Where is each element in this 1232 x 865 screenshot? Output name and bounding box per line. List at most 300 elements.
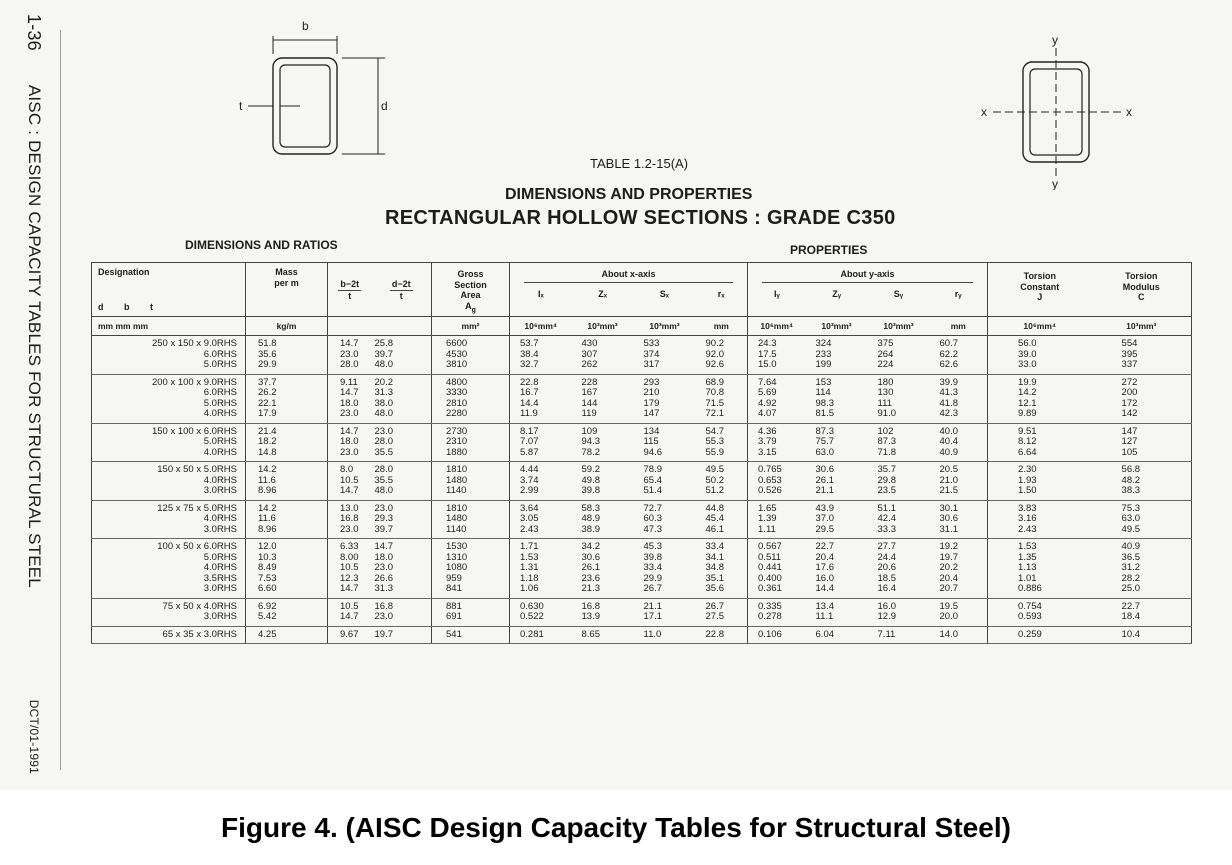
cell-sy: 16.0 xyxy=(877,600,897,612)
cell-j: 3.83 xyxy=(1018,502,1037,514)
cell-ratio-b: 9.11 xyxy=(340,376,358,388)
cell-zx: 30.6 xyxy=(581,551,600,563)
cell-ratio-b: 16.8 xyxy=(340,513,359,525)
cell-zx: 228 xyxy=(581,376,598,388)
cell-area: 691 xyxy=(446,611,462,623)
cell-rx: 45.4 xyxy=(705,513,724,525)
cell-mass: 11.6 xyxy=(258,474,276,486)
cell-ry: 19.7 xyxy=(939,551,959,563)
cell-zx: 49.8 xyxy=(581,474,600,486)
cell-rx: 35.6 xyxy=(705,583,724,595)
cell-sx: 47.3 xyxy=(643,523,662,535)
cell-ratio-b: 23.0 xyxy=(340,408,359,420)
cell-area: 4530 xyxy=(446,348,468,360)
cell-ratio-d: 35.5 xyxy=(374,446,393,458)
cell-ry: 30.6 xyxy=(939,513,959,525)
zy-header: Zᵧ xyxy=(832,288,842,299)
cell-mass: 4.25 xyxy=(258,628,277,640)
cell-c: 49.5 xyxy=(1121,523,1141,535)
cell-zy: 233 xyxy=(815,348,832,360)
cell-ratio-d: 23.0 xyxy=(374,502,393,514)
label-x-right: x xyxy=(1126,105,1132,119)
unit-rx: mm xyxy=(696,316,748,336)
cell-sx: 134 xyxy=(643,425,660,437)
cell-c: 38.3 xyxy=(1121,485,1141,497)
cell-zy: 43.9 xyxy=(815,502,835,514)
cell-mass: 26.2 xyxy=(258,387,277,399)
cell-iy: 3.79 xyxy=(758,436,777,448)
cell-sy: 33.3 xyxy=(877,523,897,535)
cell-c: 36.5 xyxy=(1121,551,1141,563)
torsion-constant-header-3: J xyxy=(1037,292,1043,302)
cell-rx: 55.3 xyxy=(705,436,724,448)
cell-area: 2280 xyxy=(446,408,468,420)
cell-ratio-d: 16.8 xyxy=(374,600,393,612)
cell-mass: 6.60 xyxy=(258,583,277,595)
cell-sy: 24.4 xyxy=(877,551,897,563)
unit-area: mm² xyxy=(432,316,510,336)
cell-zx: 8.65 xyxy=(581,628,600,640)
cell-ix: 5.87 xyxy=(520,446,539,458)
cell-designation: 6.0RHS xyxy=(203,348,237,360)
cell-ratio-d: 19.7 xyxy=(374,628,393,640)
cell-rx: 50.2 xyxy=(705,474,724,486)
cell-area: 959 xyxy=(446,572,462,584)
cell-ry: 40.0 xyxy=(939,425,959,437)
cell-zy: 37.0 xyxy=(815,513,835,525)
cell-sx: 94.6 xyxy=(643,446,662,458)
cell-ratio-b: 23.0 xyxy=(340,523,359,535)
cell-mass: 11.6 xyxy=(258,513,276,525)
section-axes-diagram xyxy=(975,30,1145,190)
cell-sx: 29.9 xyxy=(643,572,662,584)
cell-mass: 18.2 xyxy=(258,436,277,448)
cell-zy: 29.5 xyxy=(815,523,835,535)
cell-rx: 92.0 xyxy=(705,348,724,360)
cell-ratio-d: 35.5 xyxy=(374,474,393,486)
cell-zy: 26.1 xyxy=(815,474,835,486)
cell-zy: 324 xyxy=(815,338,832,350)
cell-ratio-d: 20.2 xyxy=(374,376,393,388)
cell-ratio-b: 13.0 xyxy=(340,502,359,514)
table-row-group xyxy=(92,423,1192,462)
cell-ry: 40.9 xyxy=(939,446,959,458)
cell-designation: 3.0RHS xyxy=(203,583,237,595)
cell-c: 147 xyxy=(1121,425,1138,437)
cell-j: 2.30 xyxy=(1018,464,1037,476)
cell-sy: 91.0 xyxy=(877,408,897,420)
cell-sx: 179 xyxy=(643,397,660,409)
torsion-modulus-header-3: C xyxy=(1138,292,1145,302)
table-row-group xyxy=(92,374,1192,423)
cell-designation: 3.0RHS xyxy=(203,485,237,497)
cell-ix: 38.4 xyxy=(520,348,539,360)
cell-zx: 16.8 xyxy=(581,600,600,612)
cell-mass: 8.96 xyxy=(258,485,277,497)
cell-c: 272 xyxy=(1121,376,1138,388)
cell-j: 1.35 xyxy=(1018,551,1037,563)
cell-sx: 21.1 xyxy=(643,600,662,612)
cell-ratio-d: 29.3 xyxy=(374,513,393,525)
cell-designation: 5.0RHS xyxy=(203,397,237,409)
units-row xyxy=(92,316,1192,336)
designation-header: Designation xyxy=(98,267,150,277)
cell-iy: 0.765 xyxy=(758,464,782,476)
cell-ratio-d: 48.0 xyxy=(374,408,393,420)
cell-area: 1140 xyxy=(446,485,467,497)
cell-ix: 32.7 xyxy=(520,359,539,371)
page-sidebar xyxy=(14,14,54,774)
cell-ry: 62.2 xyxy=(939,348,959,360)
cell-zy: 11.1 xyxy=(815,611,834,623)
cell-ix: 22.8 xyxy=(520,376,539,388)
cell-mass: 21.4 xyxy=(258,425,277,437)
cell-area: 841 xyxy=(446,583,462,595)
cell-sy: 27.7 xyxy=(877,541,897,553)
unit-c: 10³mm³ xyxy=(1092,316,1192,336)
cell-ratio-d: 25.8 xyxy=(374,338,393,350)
table-row-group xyxy=(92,626,1192,644)
cell-designation: 6.0RHS xyxy=(203,387,237,399)
ratio1-header-top: b−2t xyxy=(340,279,360,289)
cell-mass: 29.9 xyxy=(258,359,277,371)
cell-sy: 16.4 xyxy=(877,583,897,595)
cell-ratio-b: 18.0 xyxy=(340,397,359,409)
cell-j: 1.01 xyxy=(1018,572,1037,584)
cell-sx: 17.1 xyxy=(643,611,662,623)
mass-header-2: per m xyxy=(274,277,299,288)
unit-ix: 10⁶mm⁴ xyxy=(510,316,572,336)
cell-j: 9.51 xyxy=(1018,425,1037,437)
cell-ratio-d: 48.0 xyxy=(374,359,393,371)
area-header-1: Gross xyxy=(457,269,484,279)
cell-area: 1310 xyxy=(446,551,468,563)
cell-ix: 2.99 xyxy=(520,485,539,497)
cell-rx: 92.6 xyxy=(705,359,724,371)
cell-zx: 48.9 xyxy=(581,513,600,525)
mass-header-1: Mass xyxy=(275,267,298,277)
table-number: TABLE 1.2-15(A) xyxy=(590,156,689,171)
unit-zy: 10³mm³ xyxy=(806,316,868,336)
cell-iy: 0.361 xyxy=(758,583,782,595)
cell-rx: 22.8 xyxy=(705,628,724,640)
cell-zx: 78.2 xyxy=(581,446,600,458)
cell-c: 337 xyxy=(1121,359,1138,371)
label-t: t xyxy=(239,99,243,113)
cell-area: 881 xyxy=(446,600,462,612)
cell-designation: 65 x 35 x 3.0RHS xyxy=(162,628,237,640)
cell-ry: 19.2 xyxy=(939,541,959,553)
cell-sy: 7.11 xyxy=(877,628,896,640)
cell-sy: 35.7 xyxy=(877,464,897,476)
cell-iy: 4.07 xyxy=(758,408,777,420)
cell-mass: 10.3 xyxy=(258,551,277,563)
cell-sx: 115 xyxy=(643,436,659,448)
cell-zx: 94.3 xyxy=(581,436,600,448)
cell-j: 19.9 xyxy=(1018,376,1037,388)
dimensions-subheading: DIMENSIONS AND RATIOS xyxy=(185,238,338,252)
cell-ratio-b: 14.7 xyxy=(340,338,359,350)
document-code: DCT/01-1991 xyxy=(27,699,41,774)
book-title: AISC : DESIGN CAPACITY TABLES FOR STRUCTURAL STEEL xyxy=(25,84,44,588)
cell-rx: 72.1 xyxy=(705,408,724,420)
cell-sx: 78.9 xyxy=(643,464,662,476)
table-row-group xyxy=(92,462,1192,501)
sidebar-divider xyxy=(60,30,61,770)
cell-sx: 33.4 xyxy=(643,562,662,574)
unit-mass: kg/m xyxy=(246,316,328,336)
cell-zy: 199 xyxy=(815,359,832,371)
cell-mass: 14.2 xyxy=(258,502,277,514)
area-header-2: Section xyxy=(454,279,487,290)
torsion-modulus-header-1: Torsion xyxy=(1125,271,1158,281)
cell-rx: 34.8 xyxy=(705,562,724,574)
torsion-constant-header-2: Constant xyxy=(1020,281,1060,292)
cell-ix: 1.53 xyxy=(520,551,539,563)
cell-rx: 44.8 xyxy=(705,502,724,514)
cell-sx: 317 xyxy=(643,359,660,371)
cell-area: 1480 xyxy=(446,513,468,525)
cell-ix: 1.71 xyxy=(520,541,539,553)
cell-c: 31.2 xyxy=(1121,562,1141,574)
cell-ratio-b: 18.0 xyxy=(340,436,359,448)
cell-ratio-b: 14.7 xyxy=(340,485,359,497)
cell-designation: 125 x 75 x 5.0RHS xyxy=(157,502,237,514)
cell-ry: 62.6 xyxy=(939,359,959,371)
about-y-header: About y-axis xyxy=(762,269,973,283)
cell-ix: 3.64 xyxy=(520,502,539,514)
properties-table xyxy=(91,262,1192,644)
cell-iy: 0.526 xyxy=(758,485,782,497)
cell-sx: 293 xyxy=(643,376,660,388)
cell-zx: 262 xyxy=(581,359,598,371)
cell-sx: 374 xyxy=(643,348,660,360)
torsion-modulus-header-2: Modulus xyxy=(1122,281,1160,292)
cell-ratio-b: 14.7 xyxy=(340,583,359,595)
cell-zx: 38.9 xyxy=(581,523,600,535)
zx-header: Zₓ xyxy=(598,288,608,299)
cell-area: 1080 xyxy=(446,562,468,574)
cell-zy: 20.4 xyxy=(815,551,835,563)
cell-mass: 14.8 xyxy=(258,446,277,458)
cell-sx: 210 xyxy=(643,387,660,399)
cell-area: 1140 xyxy=(446,523,467,535)
cell-j: 56.0 xyxy=(1018,338,1037,350)
unit-designation: mm mm mm xyxy=(92,316,246,336)
cell-ix: 0.281 xyxy=(520,628,544,640)
cell-ry: 20.0 xyxy=(939,611,959,623)
cell-ratio-b: 12.3 xyxy=(340,572,359,584)
cell-c: 75.3 xyxy=(1121,502,1141,514)
cell-mass: 8.49 xyxy=(258,562,277,574)
cell-sy: 42.4 xyxy=(877,513,897,525)
label-y-bottom: y xyxy=(1052,177,1058,190)
cell-zx: 23.6 xyxy=(581,572,600,584)
ratio2-header-bottom: t xyxy=(399,290,403,301)
cell-area: 2730 xyxy=(446,425,468,437)
cell-designation: 75 x 50 x 4.0RHS xyxy=(162,600,237,612)
cell-iy: 7.64 xyxy=(758,376,777,388)
cell-area: 1530 xyxy=(446,541,468,553)
cell-ratio-b: 10.5 xyxy=(340,562,359,574)
label-x-left: x xyxy=(981,105,987,119)
cell-area: 1880 xyxy=(446,446,468,458)
cell-designation: 150 x 100 x 6.0RHS xyxy=(151,425,237,437)
cell-iy: 4.36 xyxy=(758,425,777,437)
page-number: 1-36 xyxy=(24,14,45,51)
area-header-4: A xyxy=(465,300,472,311)
unit-sy: 10³mm³ xyxy=(868,316,930,336)
cell-ry: 31.1 xyxy=(939,523,959,535)
cell-area: 1810 xyxy=(446,464,468,476)
cell-iy: 17.5 xyxy=(758,348,777,360)
rx-header: rₓ xyxy=(717,288,725,299)
table-title: RECTANGULAR HOLLOW SECTIONS : GRADE C350 xyxy=(385,207,896,229)
cell-c: 105 xyxy=(1121,446,1138,458)
cell-ratio-d: 14.7 xyxy=(374,541,393,553)
cell-zx: 34.2 xyxy=(581,541,600,553)
cell-ix: 1.18 xyxy=(520,572,539,584)
sy-header: Sᵧ xyxy=(893,288,904,299)
cell-j: 0.259 xyxy=(1018,628,1042,640)
cell-sy: 23.5 xyxy=(877,485,897,497)
cell-designation: 150 x 50 x 5.0RHS xyxy=(157,464,237,476)
ratio1-header-bottom: t xyxy=(348,290,352,301)
cell-designation: 200 x 100 x 9.0RHS xyxy=(151,376,237,388)
cell-ratio-b: 28.0 xyxy=(340,359,359,371)
cell-c: 28.2 xyxy=(1121,572,1141,584)
cell-ix: 1.06 xyxy=(520,583,539,595)
cell-sx: 60.3 xyxy=(643,513,662,525)
cell-j: 2.43 xyxy=(1018,523,1037,535)
cell-ratio-d: 23.0 xyxy=(374,611,393,623)
unit-ry: mm xyxy=(930,316,988,336)
cell-designation: 3.0RHS xyxy=(203,611,237,623)
cell-ix: 0.630 xyxy=(520,600,544,612)
properties-subheading: PROPERTIES xyxy=(790,243,868,257)
cell-sy: 29.8 xyxy=(877,474,897,486)
cell-j: 39.0 xyxy=(1018,348,1037,360)
cell-ratio-d: 18.0 xyxy=(374,551,393,563)
cell-iy: 0.400 xyxy=(758,572,782,584)
cell-sy: 51.1 xyxy=(877,502,897,514)
cell-zy: 114 xyxy=(815,387,831,399)
cell-zy: 6.04 xyxy=(815,628,835,640)
cell-sy: 224 xyxy=(877,359,894,371)
cell-ry: 60.7 xyxy=(939,338,959,350)
cell-iy: 1.65 xyxy=(758,502,777,514)
cell-zx: 21.3 xyxy=(581,583,600,595)
cell-iy: 0.511 xyxy=(758,551,782,563)
cell-ratio-d: 28.0 xyxy=(374,436,393,448)
cell-mass: 6.92 xyxy=(258,600,277,612)
cell-c: 40.9 xyxy=(1121,541,1141,553)
cell-rx: 68.9 xyxy=(705,376,724,388)
cell-ratio-b: 9.67 xyxy=(340,628,359,640)
cell-rx: 55.9 xyxy=(705,446,724,458)
cell-designation: 250 x 150 x 9.0RHS xyxy=(151,338,237,350)
cell-rx: 27.5 xyxy=(705,611,724,623)
cell-c: 554 xyxy=(1121,338,1138,350)
cell-zy: 21.1 xyxy=(815,485,835,497)
cell-zy: 81.5 xyxy=(815,408,835,420)
cell-j: 1.93 xyxy=(1018,474,1037,486)
cell-area: 2310 xyxy=(446,436,468,448)
cell-j: 33.0 xyxy=(1018,359,1037,371)
ratio2-header-top: d−2t xyxy=(391,279,411,289)
cell-iy: 15.0 xyxy=(758,359,777,371)
cell-sx: 26.7 xyxy=(643,583,662,595)
cell-c: 56.8 xyxy=(1121,464,1141,476)
cell-zx: 119 xyxy=(581,408,597,420)
cell-c: 200 xyxy=(1121,387,1138,399)
cell-zy: 63.0 xyxy=(815,446,835,458)
cell-ry: 41.8 xyxy=(939,397,959,409)
cell-c: 63.0 xyxy=(1121,513,1141,525)
cell-sy: 12.9 xyxy=(877,611,897,623)
cell-j: 6.64 xyxy=(1018,446,1037,458)
cell-designation: 100 x 50 x 6.0RHS xyxy=(157,541,237,553)
cell-j: 12.1 xyxy=(1018,397,1037,409)
properties-table-wrapper xyxy=(91,262,1191,644)
cell-ratio-b: 6.33 xyxy=(340,541,359,553)
cell-j: 0.754 xyxy=(1018,600,1042,612)
cell-ix: 1.31 xyxy=(520,562,539,574)
cell-ix: 8.17 xyxy=(520,425,539,437)
cell-zy: 22.7 xyxy=(815,541,835,553)
table-body xyxy=(92,336,1192,644)
dbt-header: d b t xyxy=(98,301,154,312)
cell-designation: 5.0RHS xyxy=(203,551,237,563)
cell-area: 541 xyxy=(446,628,462,640)
cell-zy: 98.3 xyxy=(815,397,835,409)
cell-zx: 307 xyxy=(581,348,598,360)
cell-ratio-b: 14.7 xyxy=(340,387,359,399)
cell-sy: 18.5 xyxy=(877,572,897,584)
cell-designation: 4.0RHS xyxy=(203,408,237,420)
cell-zx: 58.3 xyxy=(581,502,600,514)
about-x-header: About x-axis xyxy=(524,269,733,283)
cell-j: 3.16 xyxy=(1018,513,1037,525)
cell-rx: 51.2 xyxy=(705,485,724,497)
cell-c: 25.0 xyxy=(1121,583,1141,595)
cell-rx: 71.5 xyxy=(705,397,724,409)
cell-zx: 144 xyxy=(581,397,598,409)
cell-rx: 33.4 xyxy=(705,541,724,553)
cell-area: 4800 xyxy=(446,376,468,388)
cell-c: 18.4 xyxy=(1121,611,1141,623)
cell-ry: 41.3 xyxy=(939,387,959,399)
cell-iy: 0.567 xyxy=(758,541,782,553)
cell-ratio-b: 14.7 xyxy=(340,425,359,437)
table-heading: DIMENSIONS AND PROPERTIES xyxy=(505,186,753,203)
cell-iy: 0.278 xyxy=(758,611,782,623)
cell-sx: 72.7 xyxy=(643,502,662,514)
cell-area: 3330 xyxy=(446,387,468,399)
cell-sx: 45.3 xyxy=(643,541,662,553)
cell-j: 8.12 xyxy=(1018,436,1037,448)
label-d: d xyxy=(381,99,388,113)
cell-ratio-d: 38.0 xyxy=(374,397,393,409)
cell-zx: 13.9 xyxy=(581,611,600,623)
cell-zx: 109 xyxy=(581,425,598,437)
torsion-constant-header-1: Torsion xyxy=(1023,271,1056,281)
cell-iy: 0.106 xyxy=(758,628,782,640)
cell-iy: 1.11 xyxy=(758,523,776,535)
cell-ratio-d: 48.0 xyxy=(374,485,393,497)
cell-ry: 14.0 xyxy=(939,628,959,640)
cell-sy: 180 xyxy=(877,376,894,388)
